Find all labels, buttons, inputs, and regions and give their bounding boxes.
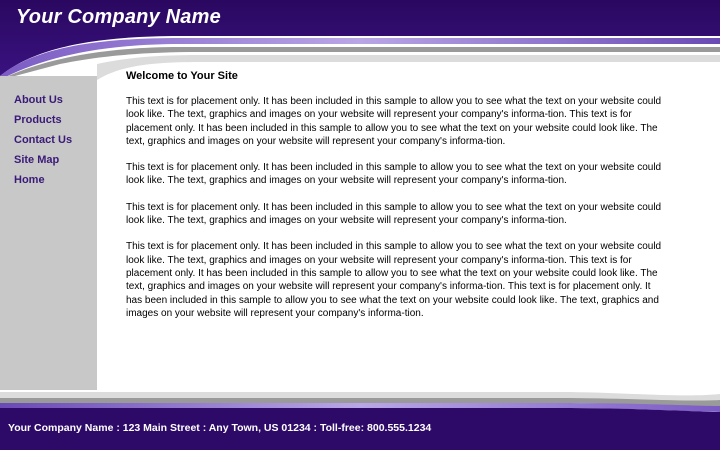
sidebar-item-contact-us <box>14 132 72 152</box>
nav-link-site-map[interactable]: Site Map <box>14 154 60 166</box>
nav-link-contact-us[interactable]: Contact Us <box>14 134 73 146</box>
sidebar-item-products <box>14 112 72 132</box>
company-name-logo[interactable]: Your Company Name <box>16 6 221 28</box>
body-paragraph: This text is for placement only. It has been included in this sample to allow you to see what the text on your website could look like. The text, graphics and images on your website will represent your company's informa-tion. This text is for placement only. It has been included in this sample to allow you to see what the text on your website could look like. The text, graphics and images on your website will represent your company's informa-tion. <box>126 96 662 147</box>
nav-link-about-us[interactable]: About Us <box>14 94 63 106</box>
footer-contact-info: Your Company Name : 123 Main Street : Any Town, US 01234 : Toll-free: 800.555.1234 <box>8 422 432 434</box>
nav-link-home[interactable]: Home <box>14 174 45 186</box>
body-paragraph: This text is for placement only. It has been included in this sample to allow you to see what the text on your website could look like. The text, graphics and images on your website will represent your company's informa-tion. <box>126 201 662 227</box>
body-paragraph: This text is for placement only. It has been included in this sample to allow you to see what the text on your website could look like. The text, graphics and images on your website will represent your company's informa-tion. <box>126 162 662 187</box>
sidebar-item-about-us <box>14 92 72 112</box>
main-content <box>126 70 666 333</box>
sidebar-item-site-map <box>14 152 72 172</box>
footer-swoosh-graphic <box>0 390 720 450</box>
sidebar-nav <box>0 80 97 394</box>
page-title: Welcome to Your Site <box>126 70 238 82</box>
sidebar-item-home <box>14 172 72 192</box>
site-header <box>0 0 720 80</box>
body-paragraph: This text is for placement only. It has been included in this sample to allow you to see what the text on your website could look like. The text, graphics and images on your website will represent your company's informa-tion. This text is for placement only. It has been included in this sample to allow you to see what the text on your website could look like. The text, graphics and images on your website will represent your company's informa-tion. This text is for placement only. It has been included in this sample to allow you to see what the text on your website could look like. The text, graphics and images on your website will represent your company's informa-tion. <box>126 241 662 319</box>
site-footer <box>0 390 720 450</box>
nav-list <box>14 92 72 192</box>
nav-link-products[interactable]: Products <box>14 114 62 126</box>
